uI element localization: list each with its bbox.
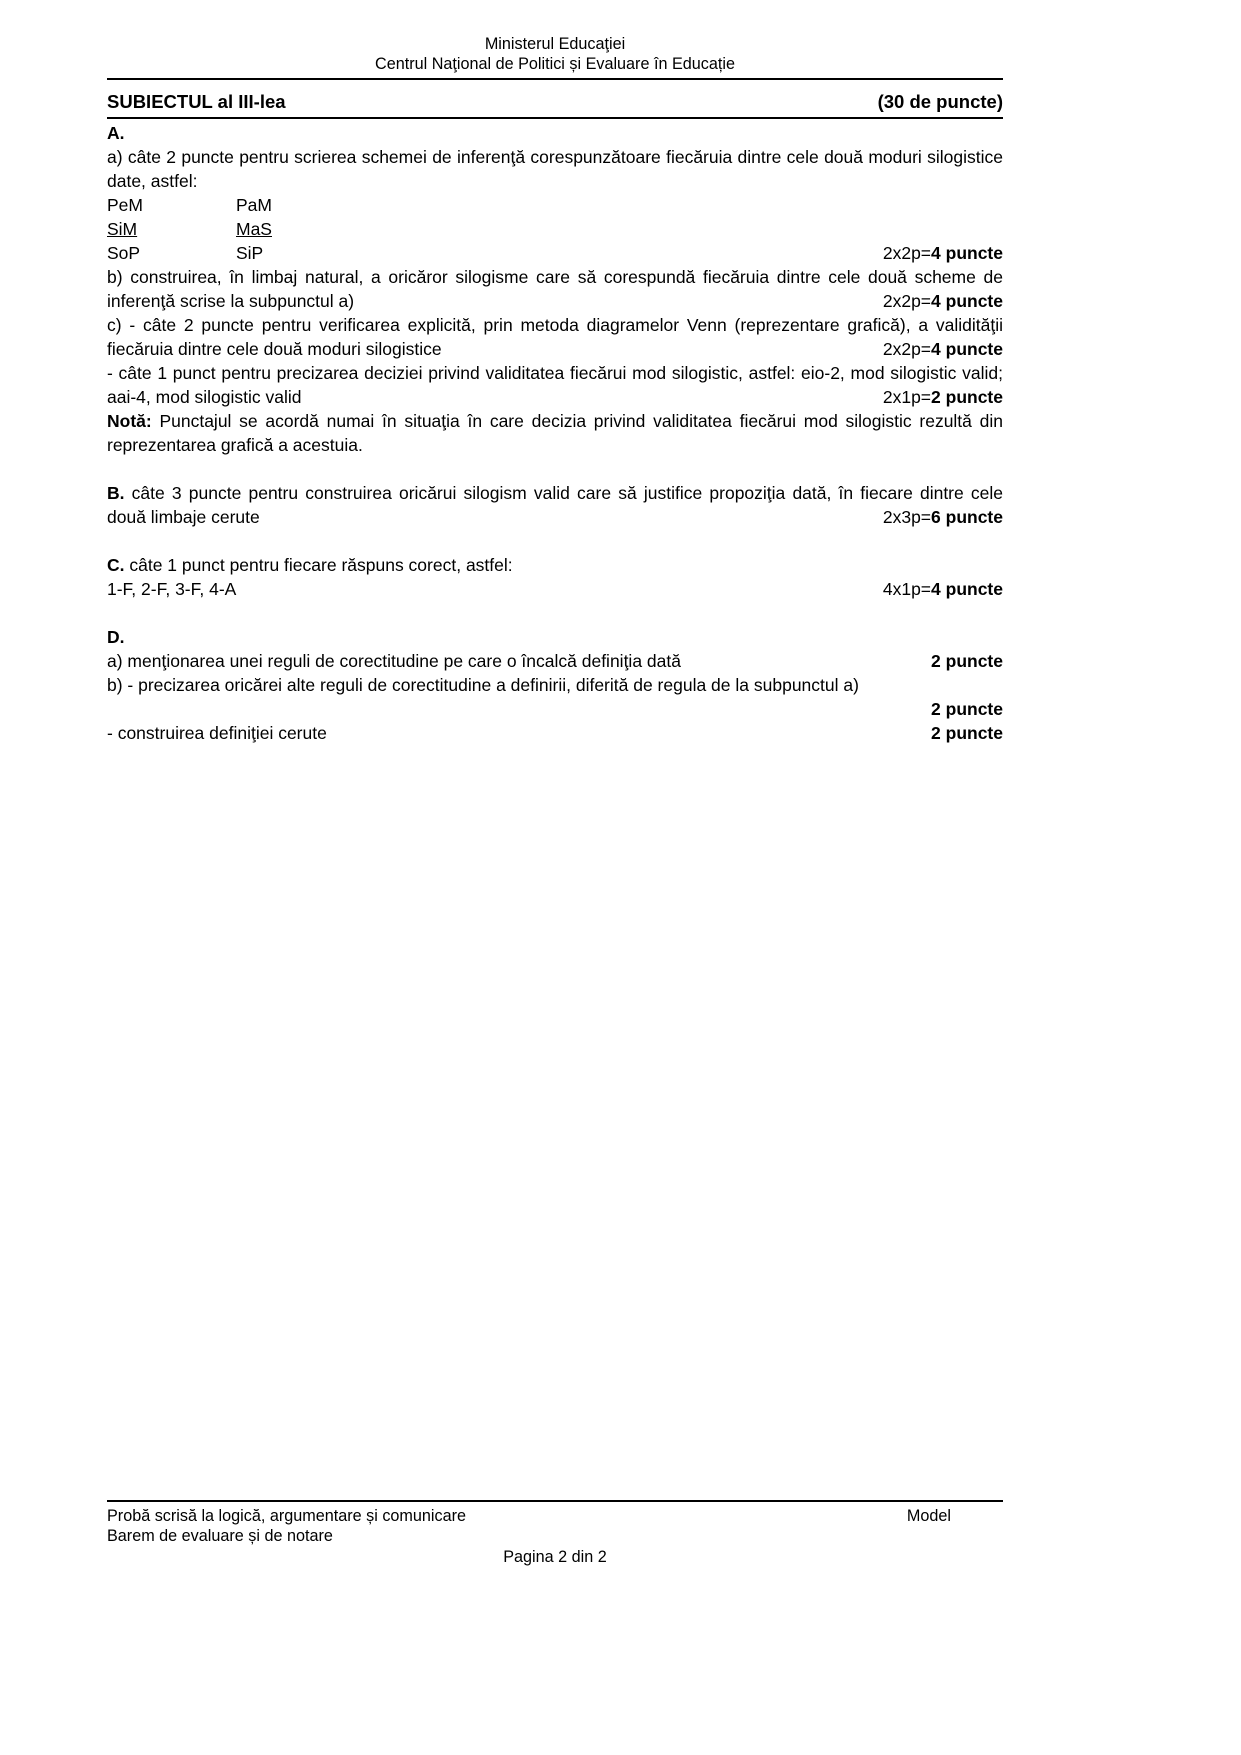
points-value: 6 puncte bbox=[931, 507, 1003, 527]
section-c-intro bbox=[107, 553, 1003, 577]
schema-2-premise-2: MaS bbox=[236, 219, 272, 239]
schema-1-premise-1: PeM bbox=[107, 195, 143, 215]
footer-row bbox=[107, 1506, 1003, 1526]
nota-text: Punctajul se acordă numai în situaţia în care decizia privind validitatea fiecărui mod silogistic rezultă din reprezentarea grafică a acestuia. bbox=[107, 411, 1003, 455]
points-value: 4 puncte bbox=[931, 291, 1003, 311]
subject-points-total: (30 de puncte) bbox=[877, 91, 1003, 112]
section-d-item-b-points-line bbox=[107, 697, 1003, 721]
section-d-item-b2 bbox=[107, 721, 1003, 745]
item-c1-points bbox=[883, 337, 1003, 361]
schema-row-premise-1 bbox=[107, 193, 1003, 217]
item-b-points bbox=[883, 289, 1003, 313]
section-a-item-a: a) câte 2 puncte pentru scrierea schemei de inferenţă corespunzătoare fiecăruia dintre cele două moduri silogistice date, astfel: bbox=[107, 147, 1003, 191]
item-a-text: a) menţionarea unei reguli de corectitudine pe care o încalcă definiţia dată bbox=[107, 651, 681, 671]
item-b-points: 2 puncte bbox=[931, 699, 1003, 719]
section-c-answers-row bbox=[107, 577, 1003, 601]
section-b bbox=[107, 481, 1003, 529]
points-value: 4 puncte bbox=[931, 243, 1003, 263]
schema-2-premise-1: PaM bbox=[236, 195, 272, 215]
section-b-points bbox=[883, 505, 1003, 529]
section-c-answers: 1-F, 2-F, 3-F, 4-A bbox=[107, 579, 237, 599]
points-value: 2 puncte bbox=[931, 387, 1003, 407]
points-formula: 2x2p= bbox=[882, 339, 932, 359]
schema-row-conclusion bbox=[107, 241, 1003, 265]
section-a-item-c2 bbox=[107, 361, 1003, 409]
subject-title: SUBIECTUL al III-lea bbox=[107, 91, 286, 112]
center-name: Centrul Naţional de Politici și Evaluare în Educație bbox=[375, 55, 735, 73]
points-formula: 2x1p= bbox=[882, 387, 932, 407]
section-b-text: câte 3 puncte pentru construirea oricărui silogism valid care să justifice propoziţia dată, în fiecare dintre cele două limbaje cerute bbox=[107, 483, 1003, 527]
section-c-label: C. bbox=[107, 555, 125, 575]
page-number: Pagina 2 din 2 bbox=[503, 1548, 607, 1566]
schema-row-premise-2 bbox=[107, 217, 1003, 241]
nota-label: Notă: bbox=[107, 411, 152, 431]
header-divider bbox=[107, 78, 1003, 80]
page-footer bbox=[107, 1500, 1003, 1567]
schema-1-premise-2: SiM bbox=[107, 219, 138, 239]
schema-1-conclusion: SoP bbox=[107, 243, 141, 263]
spacer bbox=[107, 457, 1003, 481]
item-b2-text: - construirea definiţiei cerute bbox=[107, 723, 327, 743]
exam-name: Probă scrisă la logică, argumentare și comunicare bbox=[107, 1507, 466, 1525]
points-value: 4 puncte bbox=[931, 579, 1003, 599]
section-c-points bbox=[883, 577, 1003, 601]
syllogism-schemas bbox=[107, 193, 1003, 265]
document-type: Barem de evaluare și de notare bbox=[107, 1527, 333, 1545]
spacer bbox=[107, 601, 1003, 625]
variant-label: Model bbox=[906, 1507, 951, 1525]
item-b2-points: 2 puncte bbox=[931, 723, 1003, 743]
item-b-text: b) construirea, în limbaj natural, a oricăror silogisme care să corespundă fiecăruia dintre cele două scheme de inferenţă scrise la subpunctul a) bbox=[107, 267, 1003, 311]
item-a-points bbox=[883, 241, 1003, 265]
points-value: 4 puncte bbox=[931, 339, 1003, 359]
item-a-points: 2 puncte bbox=[931, 651, 1003, 671]
section-d-item-a bbox=[107, 649, 1003, 673]
section-b-label: B. bbox=[107, 483, 125, 503]
points-formula: 4x1p= bbox=[882, 579, 932, 599]
schema-col-1 bbox=[107, 217, 236, 241]
section-d-item-b: b) - precizarea oricărei alte reguli de corectitudine a definirii, diferită de regula de la subpunctul a) bbox=[107, 675, 859, 695]
points-formula: 2x3p= bbox=[882, 507, 932, 527]
section-d-label: D. bbox=[107, 627, 125, 647]
subject-title-row bbox=[107, 89, 1003, 119]
points-formula: 2x2p= bbox=[882, 291, 932, 311]
document-header bbox=[107, 34, 1003, 74]
section-a-item-c1 bbox=[107, 313, 1003, 361]
ministry-name: Ministerul Educaţiei bbox=[484, 35, 626, 53]
item-c2-text: - câte 1 punct pentru precizarea deciziei privind validitatea fiecărui mod silogistic, astfel: eio-2, mod silogistic valid; aai-4, mod silogistic valid bbox=[107, 363, 1003, 407]
section-a-label: A. bbox=[107, 123, 125, 143]
section-a-item-b bbox=[107, 265, 1003, 313]
item-c1-text: c) - câte 2 puncte pentru verificarea explicită, prin metoda diagramelor Venn (reprezentare grafică), a validităţii fiecăruia dintre cele două moduri silogistice bbox=[107, 315, 1003, 359]
points-formula: 2x2p= bbox=[882, 243, 932, 263]
item-c2-points bbox=[883, 385, 1003, 409]
section-c-text: câte 1 punct pentru fiecare răspuns corect, astfel: bbox=[124, 555, 513, 575]
nota-paragraph bbox=[107, 409, 1003, 457]
spacer bbox=[107, 529, 1003, 553]
page-content bbox=[107, 34, 1003, 745]
schema-2-conclusion: SiP bbox=[236, 243, 264, 263]
